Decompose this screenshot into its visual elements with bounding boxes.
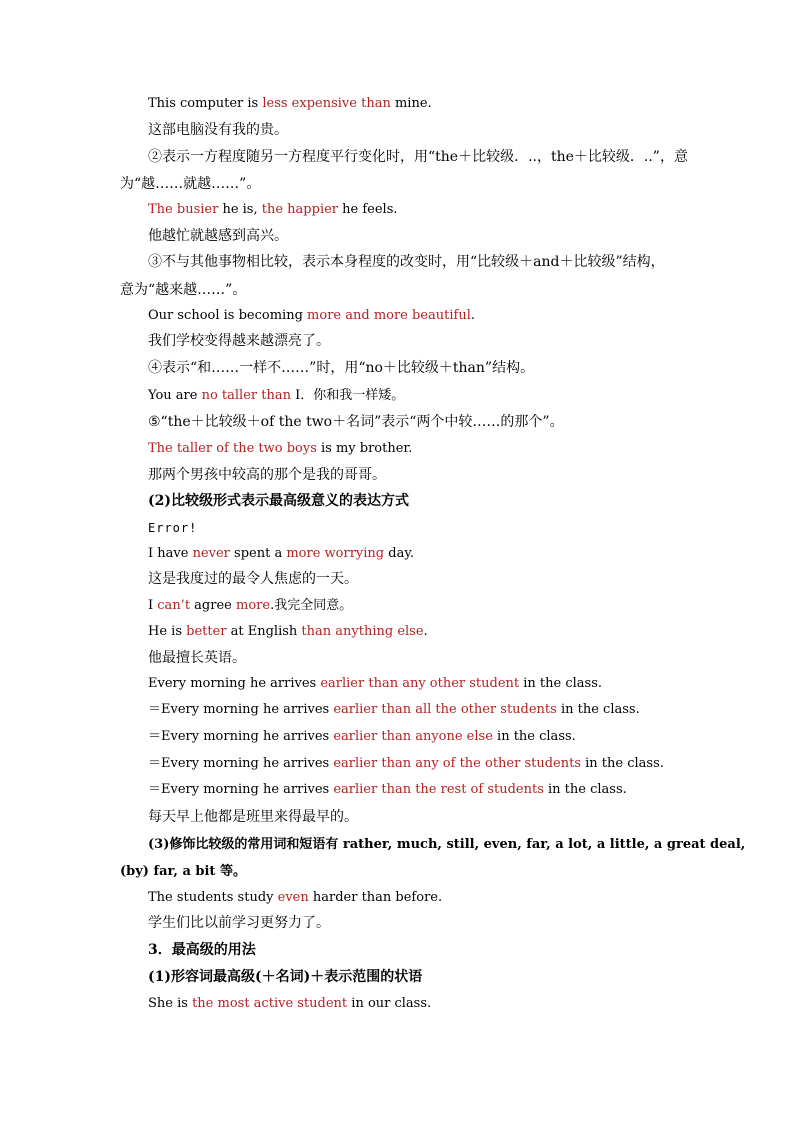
translation-line: 这是我度过的最令人焦虑的一天。 — [148, 571, 358, 587]
example-sentence: ＝Every morning he arrives earlier than the rest of students in the class. — [148, 782, 627, 797]
section-heading: (2)比较级形式表示最高级意义的表达方式 — [148, 493, 409, 509]
example-sentence: Our school is becoming more and more beautiful. — [148, 308, 476, 323]
rule-line-continued: (by) far, a bit 等。 — [120, 864, 246, 879]
error-placeholder: Error! — [148, 521, 198, 535]
example-sentence: ＝Every morning he arrives earlier than all the other students in the class. — [148, 702, 640, 717]
translation-line: 这部电脑没有我的贵。 — [148, 122, 288, 138]
example-sentence: You are no taller than I．你和我一样矮。 — [148, 388, 405, 403]
translation-line: 学生们比以前学习更努力了。 — [148, 915, 330, 931]
rule-line: ③不与其他事物相比较，表示本身程度的改变时，用“比较级＋and＋比较级”结构， — [148, 254, 665, 270]
rule-line: (3)修饰比较级的常用词和短语有 rather, much, still, even, far, a lot, a little, a great deal, — [148, 837, 746, 852]
example-sentence: The students study even harder than before. — [148, 890, 443, 905]
example-sentence: I have never spent a more worrying day. — [148, 546, 415, 561]
rule-line-continued: 为“越……就越……”。 — [120, 176, 261, 192]
translation-line: 每天早上他都是班里来得最早的。 — [148, 809, 358, 825]
example-sentence: This computer is less expensive than mine. — [148, 96, 432, 111]
rule-line-continued: 意为“越来越……”。 — [120, 282, 247, 298]
translation-line: 那两个男孩中较高的那个是我的哥哥。 — [148, 467, 386, 483]
example-sentence: ＝Every morning he arrives earlier than any of the other students in the class. — [148, 756, 664, 771]
section-heading: 3．最高级的用法 — [148, 942, 256, 958]
translation-line: 他越忙就越感到高兴。 — [148, 228, 288, 244]
rule-line: ②表示一方程度随另一方程度平行变化时，用“the＋比较级．..，the＋比较级．..”，意 — [148, 149, 688, 165]
example-sentence: The taller of the two boys is my brother. — [148, 441, 413, 456]
example-sentence: He is better at English than anything else. — [148, 624, 428, 639]
rule-line: ④表示“和……一样不……”时，用“no＋比较级＋than”结构。 — [148, 360, 535, 376]
example-sentence: The busier he is, the happier he feels. — [148, 202, 398, 217]
subsection-heading: (1)形容词最高级(＋名词)＋表示范围的状语 — [148, 969, 423, 985]
example-sentence: She is the most active student in our class. — [148, 996, 432, 1011]
example-sentence: Every morning he arrives earlier than any other student in the class. — [148, 676, 603, 691]
example-sentence: ＝Every morning he arrives earlier than anyone else in the class. — [148, 729, 576, 744]
translation-line: 我们学校变得越来越漂亮了。 — [148, 333, 330, 349]
example-sentence: I can’t agree more.我完全同意。 — [148, 598, 353, 613]
translation-line: 他最擅长英语。 — [148, 650, 246, 666]
rule-line: ⑤“the＋比较级＋of the two＋名词”表示“两个中较……的那个”。 — [148, 414, 564, 430]
